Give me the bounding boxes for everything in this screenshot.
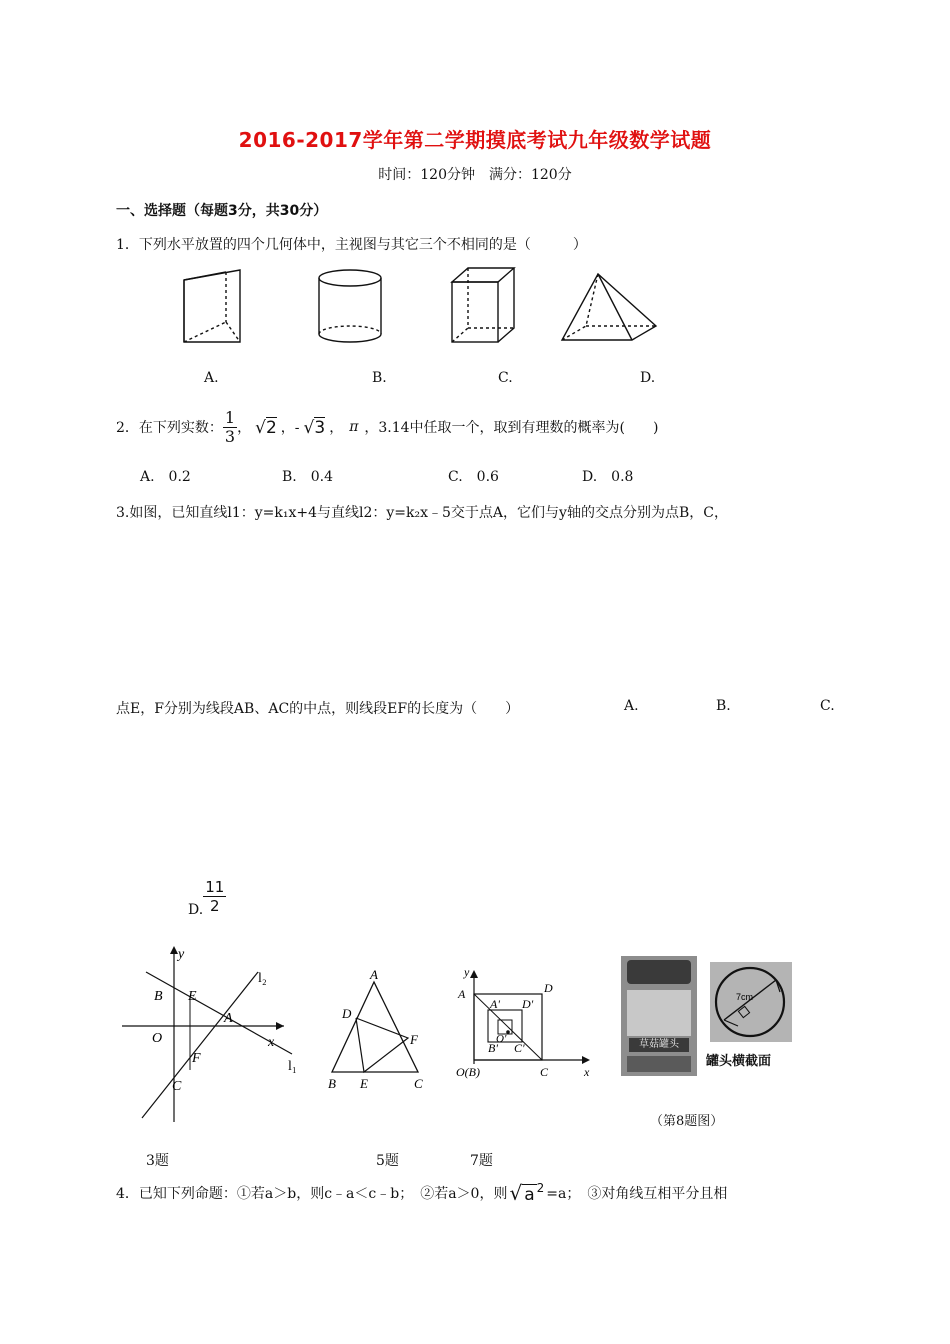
q2-option-b[interactable]: B. 0.4 — [282, 469, 334, 485]
fig7-label-o-prime: O' — [496, 1033, 507, 1045]
sqrt-three — [304, 417, 326, 438]
can-lid — [627, 960, 691, 984]
fraction-denominator: 3 — [224, 426, 236, 446]
fig8-cross-label: 罐头横截面 — [706, 1054, 772, 1069]
fig3-label-l1: l₁ — [288, 1059, 297, 1074]
q3-option-c[interactable]: C. — [820, 698, 835, 714]
figure-5-triangle — [322, 966, 432, 1096]
q2-separator: ，- — [280, 420, 300, 436]
radical-sign-icon: √ — [255, 417, 266, 438]
fig3-label-b: B — [154, 989, 163, 1004]
radicand: a — [524, 1185, 535, 1205]
fig7-label-a: A — [458, 987, 466, 1001]
fig5-label-a: A — [370, 967, 378, 982]
question-4-text — [116, 1178, 727, 1208]
radical-sign-icon: √ — [303, 417, 315, 438]
cross-section-circle-icon — [710, 962, 792, 1042]
pyramid-icon — [562, 274, 656, 340]
question-1-text: 1．下列水平放置的四个几何体中，主视图与其它三个不相同的是（ ） — [116, 237, 587, 253]
q3-option-a[interactable]: A. — [624, 698, 639, 714]
question-2-text — [116, 404, 659, 450]
fig3-label-e: E — [188, 989, 197, 1004]
fig7-label-c-prime: C' — [514, 1041, 525, 1055]
can-cross-section — [710, 962, 792, 1042]
question-3-line-2: 点E，F分别为线段AB、AC的中点，则线段EF的长度为（ ） — [116, 701, 520, 717]
fig7-label-d: D — [544, 981, 553, 995]
fraction-one-third — [223, 409, 237, 446]
fraction-denominator: 2 — [209, 896, 220, 915]
section-heading: 一、选择题（每题3分，共30分） — [116, 203, 328, 219]
fig8-caption: （第8题图） — [650, 1114, 724, 1129]
exponent: 2 — [536, 1181, 545, 1195]
sqrt-two — [255, 417, 277, 438]
fraction-numerator: 1 — [224, 407, 236, 427]
q4-suffix: =a； ③对角线互相平分且相 — [546, 1186, 728, 1202]
fraction-eleven-halves — [203, 878, 226, 915]
q2-option-d[interactable]: D. 0.8 — [582, 469, 634, 485]
fig3-label-l2: l₂ — [258, 971, 267, 986]
q3-option-b[interactable]: B. — [716, 698, 731, 714]
fig7-label-origin: O(B) — [456, 1065, 480, 1079]
pi-symbol: π — [349, 419, 359, 435]
figure-7-squares — [452, 964, 598, 1084]
fig7-label-y: y — [464, 965, 470, 979]
cylinder-icon — [319, 270, 381, 342]
q3-option-d[interactable] — [188, 874, 226, 918]
fig7-caption: 7题 — [470, 1153, 493, 1169]
fig5-label-f: F — [410, 1032, 418, 1047]
fig8-dimension: 7cm — [736, 992, 754, 1002]
q1-option-d[interactable]: D. — [640, 370, 656, 386]
q1-option-c[interactable]: C. — [498, 370, 513, 386]
fig7-label-x: x — [584, 1065, 590, 1079]
fig5-label-e: E — [360, 1076, 368, 1091]
fraction-numerator: 11 — [205, 877, 225, 896]
triangular-prism-icon — [184, 270, 240, 342]
cuboid-icon — [452, 268, 514, 342]
fig7-label-a-prime: A' — [490, 997, 500, 1011]
radicand: 3 — [314, 417, 326, 438]
can-photo — [621, 956, 697, 1076]
fig3-caption: 3题 — [146, 1153, 169, 1169]
radicand: 2 — [265, 417, 277, 438]
q2-option-a[interactable]: A. 0.2 — [140, 469, 191, 485]
question-3-line-1: 3.如图，已知直线l1：y=k₁x+4与直线l2：y=k₂x﹣5交于点A，它们与y轴的交点分别为点B，C， — [116, 505, 728, 521]
fig3-label-x: x — [268, 1035, 275, 1050]
q1-solids-figure — [170, 262, 670, 352]
fig7-label-d-prime: D' — [522, 997, 534, 1011]
fig3-label-y: y — [178, 947, 185, 962]
q4-prefix: 4．已知下列命题：①若a＞b，则c﹣a＜c﹣b； ②若a＞0，则 — [116, 1186, 508, 1202]
q3-option-d-label: D. — [188, 902, 204, 918]
q2-separator: ， — [329, 420, 344, 436]
q1-option-b[interactable]: B. — [372, 370, 387, 386]
q2-option-c[interactable]: C. 0.6 — [448, 469, 499, 485]
q1-option-a[interactable]: A. — [204, 370, 219, 386]
fig3-label-a: A — [224, 1011, 233, 1026]
q2-prefix: 2．在下列实数： — [116, 420, 223, 436]
sqrt-a-squared — [509, 1181, 544, 1205]
can-label-text: 草菇罐头 — [629, 1038, 689, 1052]
q2-separator: ， — [237, 420, 252, 436]
fig3-label-c: C — [172, 1079, 182, 1094]
fig3-label-o: O — [152, 1031, 163, 1046]
fig5-label-c: C — [414, 1076, 423, 1091]
fig7-label-b-prime: B' — [488, 1041, 498, 1055]
fig5-label-d: D — [342, 1006, 352, 1021]
q2-suffix: ，3.14中任取一个，取到有理数的概率为( ) — [364, 420, 659, 436]
figure-3-graph — [118, 942, 308, 1127]
fig5-caption: 5题 — [376, 1153, 399, 1169]
fig7-label-c: C — [540, 1065, 549, 1079]
can-label-panel — [627, 990, 691, 1036]
page-title: 2016-2017学年第二学期摸底考试九年级数学试题 — [238, 128, 712, 152]
exam-info: 时间：120分钟 满分：120分 — [378, 167, 572, 183]
radical-sign-icon: √ — [509, 1181, 523, 1205]
can-bottom — [627, 1056, 691, 1072]
fig3-label-f: F — [192, 1051, 201, 1066]
fig5-label-b: B — [328, 1076, 336, 1091]
